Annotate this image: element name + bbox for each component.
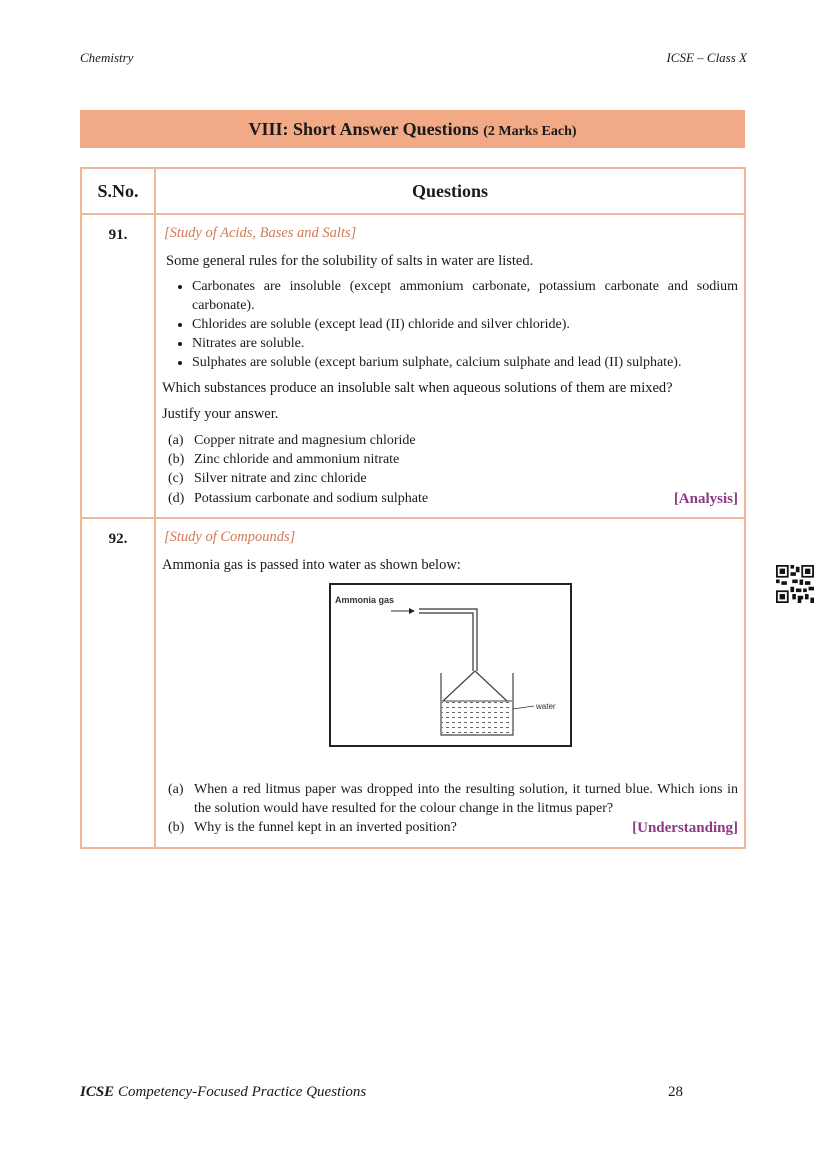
column-header-sno: S.No. bbox=[81, 168, 155, 214]
section-title: VIII: Short Answer Questions bbox=[248, 119, 479, 139]
qr-code-icon[interactable] bbox=[776, 565, 814, 603]
subpart-item bbox=[168, 818, 738, 839]
option-item bbox=[168, 431, 738, 450]
list-item: • Carbonates are insoluble (except ammonium carbonate, potassium carbonate and sodium carbonate). bbox=[192, 278, 738, 316]
questions-table bbox=[80, 167, 746, 849]
delivery-tube-outer bbox=[419, 609, 477, 671]
option-text: Potassium carbonate and sodium sulphate bbox=[194, 490, 429, 506]
question-cell bbox=[155, 214, 745, 518]
table-row bbox=[81, 518, 745, 847]
question-topic: [Study of Acids, Bases and Salts] bbox=[164, 225, 357, 241]
subpart-item bbox=[168, 780, 738, 819]
section-banner bbox=[80, 110, 745, 148]
question-instruction: Justify your answer. bbox=[162, 405, 279, 422]
subpart-label: (b) bbox=[168, 820, 185, 836]
water-fill bbox=[442, 701, 512, 734]
apparatus-diagram bbox=[331, 585, 570, 745]
header-class: ICSE – Class X bbox=[666, 50, 747, 65]
option-text: Copper nitrate and magnesium chloride bbox=[194, 432, 416, 448]
subpart-text: Why is the funnel kept in an inverted position? bbox=[194, 820, 457, 836]
option-text: Silver nitrate and zinc chloride bbox=[194, 471, 367, 487]
question-cell bbox=[155, 518, 745, 847]
footer-title bbox=[80, 1084, 366, 1101]
options-list bbox=[162, 431, 738, 510]
list-item: • Sulphates are soluble (except barium sulphate, calcium sulphate and lead (II) sulphate). bbox=[192, 354, 738, 373]
option-label: (a) bbox=[168, 432, 184, 448]
label-ammonia-gas: Ammonia gas bbox=[334, 594, 394, 605]
footer-subtitle: Competency-Focused Practice Questions bbox=[117, 1084, 367, 1100]
subpart-text: When a red litmus paper was dropped into the resulting solution, it turned blue. Which ions in the solution would have resulted for the colour change in the litmus paper? bbox=[194, 781, 738, 816]
page-number: 28 bbox=[668, 1084, 683, 1100]
table-row bbox=[81, 214, 745, 518]
delivery-tube-inner bbox=[419, 613, 473, 671]
solubility-rules-list bbox=[162, 278, 738, 372]
option-label: (c) bbox=[168, 471, 184, 487]
figure-wrapper bbox=[162, 583, 738, 750]
question-number: 92. bbox=[81, 518, 155, 847]
subparts-list bbox=[162, 780, 738, 839]
question-intro: Ammonia gas is passed into water as shown below: bbox=[162, 557, 461, 574]
question-intro: Some general rules for the solubility of salts in water are listed. bbox=[166, 253, 534, 269]
option-item bbox=[168, 489, 738, 510]
option-label: (b) bbox=[168, 452, 185, 468]
column-header-questions: Questions bbox=[155, 168, 745, 214]
option-item bbox=[168, 450, 738, 469]
table-header-row bbox=[81, 168, 745, 214]
list-item: • Nitrates are soluble. bbox=[192, 335, 738, 354]
option-item bbox=[168, 469, 738, 488]
skill-tag: [Understanding] bbox=[632, 820, 738, 837]
label-water: water bbox=[535, 701, 556, 711]
subpart-label: (a) bbox=[168, 781, 184, 797]
question-number: 91. bbox=[81, 214, 155, 518]
inverted-funnel bbox=[443, 671, 507, 701]
question-topic: [Study of Compounds] bbox=[164, 529, 296, 546]
ammonia-apparatus-figure bbox=[329, 583, 572, 747]
option-text: Zinc chloride and ammonium nitrate bbox=[194, 452, 400, 468]
option-label: (d) bbox=[168, 490, 185, 506]
section-marks: (2 Marks Each) bbox=[483, 124, 577, 139]
question-text: Which substances produce an insoluble salt when aqueous solutions of them are mixed? bbox=[162, 379, 673, 396]
header-subject: Chemistry bbox=[80, 50, 134, 65]
footer-brand: ICSE bbox=[80, 1084, 115, 1100]
gas-arrow-head bbox=[409, 608, 415, 614]
water-pointer bbox=[513, 706, 534, 709]
list-item: • Chlorides are soluble (except lead (II) chloride and silver chloride). bbox=[192, 316, 738, 335]
skill-tag: [Analysis] bbox=[673, 490, 738, 507]
